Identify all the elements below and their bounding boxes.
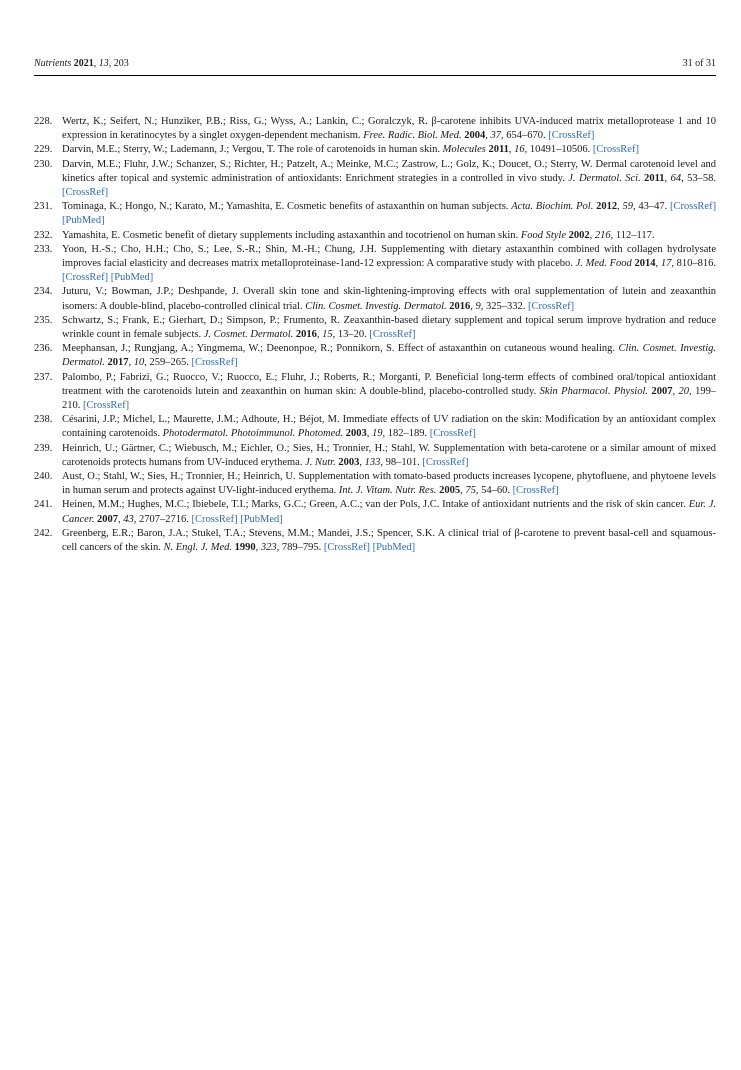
reference-number: 236. <box>34 343 53 355</box>
crossref-link[interactable]: [CrossRef] <box>592 144 639 156</box>
reference-year: 2004 <box>464 130 486 142</box>
crossref-link[interactable]: [CrossRef] <box>548 130 595 142</box>
reference-list <box>34 115 716 555</box>
crossref-link[interactable]: [CrossRef] <box>62 187 109 199</box>
header-rule <box>34 75 716 76</box>
reference-journal: Clin. Cosmet. Investig. Dermatol. <box>305 300 447 312</box>
reference-item: 234. Juturu, V.; Bowman, J.P.; Deshpande, J. Overall skin tone and skin-lightening-improving effects with oral supplementation of lutein and zeaxanthin isomers: A double-blind, placebo-controlled clinical trial. Clin. Cosmet. Investig. Dermatol. 2016, 9, 325–332. [CrossRef] <box>34 286 716 312</box>
reference-number: 239. <box>34 442 53 454</box>
reference-number: 233. <box>34 243 53 255</box>
reference-item: 237. Palombo, P.; Fabrizi, G.; Ruocco, V.; Ruocco, E.; Fluhr, J.; Roberts, R.; Morganti, P. Beneficial long-term effects of combined oral/topical antioxidant treatment with the carotenoids lutein and zeaxanthin on human skin: A double-blind, placebo-controlled study. Skin Pharmacol. Physiol. 2007, 20, 199–210. [CrossRef] <box>34 371 717 412</box>
reference-volume: 9 <box>475 300 481 312</box>
reference-text: Meephansan, J.; Rungjang, A.; Yingmema, W.; Deenonpoe, R.; Ponnikorn, S. Effect of astaxanthin on cutaneous wound healing. <box>62 343 616 355</box>
reference-journal: Clin. Cosmet. Investig. Dermatol. <box>62 343 717 369</box>
reference-journal: J. Dermatol. Sci. <box>568 172 641 184</box>
reference-volume: 37 <box>490 130 502 142</box>
crossref-link[interactable]: [CrossRef] <box>422 456 469 468</box>
journal-year: 2021 <box>73 58 94 69</box>
article-number: 203 <box>113 58 129 69</box>
pubmed-link[interactable]: [PubMed] <box>110 272 154 284</box>
reference-journal: Photodermatol. Photoimmunol. Photomed. <box>162 428 344 440</box>
reference-pages: 43–47. <box>638 201 668 213</box>
journal-citation: Nutrients 2021, 13, 203 <box>34 58 129 69</box>
reference-pages: 182–189. <box>387 428 428 440</box>
reference-year: 2003 <box>345 428 367 440</box>
reference-volume: 16 <box>514 144 525 156</box>
reference-journal: Eur. J. Cancer. <box>62 499 716 525</box>
crossref-link[interactable]: [CrossRef] <box>369 329 416 341</box>
crossref-link[interactable]: [CrossRef] <box>669 201 717 213</box>
reference-item: 231. Tominaga, K.; Hongo, N.; Karato, M.; Yamashita, E. Cosmetic benefits of astaxanthin on human subjects. Acta. Biochim. Pol. 2012, 59, 43–47. [CrossRef] [PubMed] <box>34 201 717 227</box>
journal-name: Nutrients <box>34 58 72 69</box>
reference-text: Tominaga, K.; Hongo, N.; Karato, M.; Yamashita, E. Cosmetic benefits of astaxanthin on human subjects. <box>62 201 509 213</box>
reference-year: 2012 <box>596 201 618 213</box>
crossref-link[interactable]: [CrossRef] <box>83 400 130 412</box>
reference-item: 239. Heinrich, U.; Gärtner, C.; Wiebusch, M.; Eichler, O.; Sies, H.; Tronnier, H.; Stahl, W. Supplementation with beta-carotene or a similar amount of mixed carotenoids protects humans from UV-induced erythema. J. Nutr. 2003, 133, 98–101. [CrossRef] <box>34 442 716 468</box>
reference-pages: 53–58. <box>687 172 717 184</box>
reference-year: 1990 <box>234 542 256 554</box>
reference-item: 240. Aust, O.; Stahl, W.; Sies, H.; Tronnier, H.; Heinrich, U. Supplementation with tomato-based products increases lycopene, phytofluene, and phytoene levels in human serum and protects against UV-light-induced erythema. Int. J. Vitam. Nutr. Res. 2005, 75, 54–60. [CrossRef] <box>34 471 716 497</box>
reference-number: 240. <box>34 471 53 483</box>
reference-number: 230. <box>34 158 53 170</box>
reference-item: 242. Greenberg, E.R.; Baron, J.A.; Stukel, T.A.; Stevens, M.M.; Mandei, J.S.; Spencer, S.K. A clinical trial of β-carotene to prevent basal-cell and squamous-cell cancers of the skin. N. Engl. J. Med. 1990, 323, 789–795. [CrossRef] [PubMed] <box>34 527 716 554</box>
reference-pages: 789–795. <box>281 542 322 554</box>
page-number: 31 of 31 <box>682 58 716 69</box>
reference-journal: Acta. Biochim. Pol. <box>511 201 594 213</box>
reference-number: 234. <box>34 286 53 298</box>
reference-pages: 10491–10506. <box>529 144 591 156</box>
reference-pages: 654–670. <box>506 130 546 142</box>
reference-journal: J. Med. Food <box>575 258 632 270</box>
reference-journal: N. Engl. J. Med. <box>163 542 232 554</box>
running-header <box>34 58 716 72</box>
reference-number: 241. <box>34 499 53 511</box>
crossref-link[interactable]: [CrossRef] <box>191 357 238 369</box>
reference-volume: 59 <box>622 201 633 213</box>
reference-year: 2016 <box>449 300 471 312</box>
crossref-link[interactable]: [CrossRef] <box>429 428 476 440</box>
reference-item: 230. Darvin, M.E.; Fluhr, J.W.; Schanzer, S.; Richter, H.; Patzelt, A.; Meinke, M.C.; Zastrow, L.; Golz, K.; Doucet, O.; Sterry, W. Dermal carotenoid level and kinetics after topical and systemic administration of antioxidants: Enrichment strategies in a controlled in vivo study. J. Dermatol. Sci. 2011, 64, 53–58. [CrossRef] <box>34 158 717 199</box>
reference-pages: 810–816. <box>676 258 717 270</box>
reference-volume: 75 <box>465 485 476 497</box>
reference-volume: 15 <box>322 329 333 341</box>
reference-year: 2002 <box>568 229 590 241</box>
reference-journal: Int. J. Vitam. Nutr. Res. <box>338 485 437 497</box>
reference-number: 232. <box>34 229 53 241</box>
reference-text: Darvin, M.E.; Fluhr, J.W.; Schanzer, S.; Richter, H.; Patzelt, A.; Meinke, M.C.; Zastrow, L.; Golz, K.; Doucet, O.; Sterry, W. Dermal carotenoid level and kinetics after topical and systemic administration of antioxidants: Enrichment strategies in a controlled in vivo study. <box>62 158 716 184</box>
reference-text: Aust, O.; Stahl, W.; Sies, H.; Tronnier, H.; Heinrich, U. Supplementation with tomato-based products increases lycopene, phytofluene, and phytoene levels in human serum and protects against UV-light-induced erythema. <box>62 471 716 497</box>
reference-item: 229. Darvin, M.E.; Sterry, W.; Lademann, J.; Vergou, T. The role of carotenoids in human skin. Molecules 2011, 16, 10491–10506. [CrossRef] <box>34 143 716 157</box>
reference-number: 235. <box>34 314 53 326</box>
reference-text: Yoon, H.-S.; Cho, H.H.; Cho, S.; Lee, S.-R.; Shin, M.-H.; Chung, J.H. Supplementing with dietary astaxanthin combined with collagen hydrolysate improves facial elasticity and decreases matrix metalloproteinase-1and-12 expression: A comparative study with placebo. <box>62 243 716 270</box>
reference-volume: 20 <box>678 385 689 397</box>
reference-text: Darvin, M.E.; Sterry, W.; Lademann, J.; Vergou, T. The role of carotenoids in human skin. <box>62 144 441 156</box>
reference-journal: Free. Radic. Biol. Med. <box>363 130 462 142</box>
journal-volume: 13 <box>98 58 109 69</box>
crossref-link[interactable]: [CrossRef] <box>62 272 109 284</box>
reference-number: 242. <box>34 527 53 539</box>
reference-pages: 259–265. <box>149 357 189 369</box>
reference-journal: J. Nutr. <box>305 456 336 468</box>
reference-text: Heinen, M.M.; Hughes, M.C.; Ibiebele, T.I.; Marks, G.C.; Green, A.C.; van der Pols, J.C. Intake of antioxidant nutrients and the risk of skin cancer. <box>62 499 686 511</box>
reference-year: 2007 <box>97 513 118 525</box>
reference-item: 236. Meephansan, J.; Rungjang, A.; Yingmema, W.; Deenonpoe, R.; Ponnikorn, S. Effect of astaxanthin on cutaneous wound healing. Clin. Cosmet. Investig. Dermatol. 2017, 10, 259–265. [CrossRef] <box>34 343 717 369</box>
reference-pages: 98–101. <box>385 456 420 468</box>
reference-text: Césarini, J.P.; Michel, L.; Maurette, J.M.; Adhoute, H.; Béjot, M. Immediate effects of UV radiation on the skin: Modification by an antioxidant complex containing carotenoids. <box>62 414 716 440</box>
reference-text: Schwartz, S.; Frank, E.; Gierhart, D.; Simpson, P.; Frumento, R. Zeaxanthin-based dietary supplement and topical serum improve hydration and reduce wrinkle count in female subjects. <box>62 314 716 341</box>
reference-item: 241. Heinen, M.M.; Hughes, M.C.; Ibiebele, T.I.; Marks, G.C.; Green, A.C.; van der Pols, J.C. Intake of antioxidant nutrients and the risk of skin cancer. Eur. J. Cancer. 2007, 43, 2707–2716. [CrossRef] [PubMed] <box>34 499 716 525</box>
reference-year: 2014 <box>634 258 656 270</box>
crossref-link[interactable]: [CrossRef] <box>191 513 238 525</box>
reference-year: 2011 <box>488 144 509 156</box>
reference-year: 2016 <box>295 329 317 341</box>
reference-number: 231. <box>34 201 53 213</box>
reference-year: 2017 <box>107 357 129 369</box>
reference-journal: Food Style <box>520 229 567 241</box>
reference-item: 228. Wertz, K.; Seifert, N.; Hunziker, P.B.; Riss, G.; Wyss, A.; Lankin, C.; Goralczyk, R. β-carotene inhibits UVA-induced matrix metalloprotease 1 and 10 expression in keratinocytes by a singlet oxygen-dependent mechanism. Free. Radic. Biol. Med. 2004, 37, 654–670. [CrossRef] <box>34 116 716 142</box>
reference-volume: 64 <box>670 172 682 184</box>
reference-volume: 216 <box>594 229 611 241</box>
reference-item: 232. Yamashita, E. Cosmetic benefit of dietary supplements including astaxanthin and tocotrienol on human skin. Food Style 2002, 216, 112–117. <box>34 229 716 243</box>
reference-pages: 325–332. <box>486 300 526 312</box>
reference-year: 2003 <box>338 456 360 468</box>
reference-text: Greenberg, E.R.; Baron, J.A.; Stukel, T.A.; Stevens, M.M.; Mandei, J.S.; Spencer, S.K. A clinical trial of β-carotene to prevent basal-cell and squamous-cell cancers of the skin. <box>62 527 716 554</box>
reference-text: Wertz, K.; Seifert, N.; Hunziker, P.B.; Riss, G.; Wyss, A.; Lankin, C.; Goralczyk, R. β-carotene inhibits UVA-induced matrix metalloprotease 1 and 10 expression in keratinocytes by a singlet oxygen-dependent mechanism. <box>62 116 716 142</box>
crossref-link[interactable]: [CrossRef] <box>512 485 559 497</box>
reference-volume: 10 <box>133 357 145 369</box>
reference-volume: 17 <box>660 258 672 270</box>
reference-pages: 54–60. <box>481 485 510 497</box>
reference-number: 229. <box>34 144 53 156</box>
reference-number: 238. <box>34 414 53 426</box>
reference-year: 2005 <box>439 485 461 497</box>
reference-year: 2011 <box>644 172 665 184</box>
reference-pages: 112–117. <box>615 229 655 241</box>
reference-volume: 133 <box>364 456 381 468</box>
crossref-link[interactable]: [CrossRef] <box>323 542 370 554</box>
reference-item: 233. Yoon, H.-S.; Cho, H.H.; Cho, S.; Lee, S.-R.; Shin, M.-H.; Chung, J.H. Supplementing with dietary astaxanthin combined with collagen hydrolysate improves facial elasticity and decreases matrix metalloproteinase-1and-12 expression: A comparative study with placebo. J. Med. Food 2014, 17, 810–816. [CrossRef] [PubMed] <box>34 243 717 284</box>
reference-pages: 2707–2716. <box>139 513 189 525</box>
reference-journal: Molecules <box>442 144 486 156</box>
reference-pages: 199–210. <box>62 385 717 412</box>
reference-text: Heinrich, U.; Gärtner, C.; Wiebusch, M.; Eichler, O.; Sies, H.; Tronnier, H.; Stahl, W. Supplementation with beta-carotene or a similar amount of mixed carotenoids protects humans from UV-induced erythema. <box>62 442 716 468</box>
reference-item: 235. Schwartz, S.; Frank, E.; Gierhart, D.; Simpson, P.; Frumento, R. Zeaxanthin-based dietary supplement and topical serum improve hydration and reduce wrinkle count in female subjects. J. Cosmet. Dermatol. 2016, 15, 13–20. [CrossRef] <box>34 314 716 341</box>
reference-journal: J. Cosmet. Dermatol. <box>203 329 294 341</box>
reference-text: Juturu, V.; Bowman, J.P.; Deshpande, J. Overall skin tone and skin-lightening-improving effects with oral supplementation of lutein and zeaxanthin isomers: A double-blind, placebo-controlled clinical trial. <box>62 286 716 312</box>
reference-volume: 19 <box>372 428 383 440</box>
reference-text: Palombo, P.; Fabrizi, G.; Ruocco, V.; Ruocco, E.; Fluhr, J.; Roberts, R.; Morganti, P. Beneficial long-term effects of combined oral/topical antioxidant treatment with the carotenoids lutein and zeaxanthin on human skin: A double-blind, placebo-controlled study. <box>62 371 716 397</box>
reference-journal: Skin Pharmacol. Physiol. <box>539 385 648 397</box>
reference-volume: 323 <box>260 542 277 554</box>
crossref-link[interactable]: [CrossRef] <box>528 300 575 312</box>
pubmed-link[interactable]: [PubMed] <box>372 542 416 554</box>
pubmed-link[interactable]: [PubMed] <box>62 215 105 227</box>
reference-pages: 13–20. <box>337 329 367 341</box>
reference-volume: 43 <box>123 513 134 525</box>
reference-number: 237. <box>34 371 53 383</box>
pubmed-link[interactable]: [PubMed] <box>240 513 283 525</box>
reference-number: 228. <box>34 116 53 127</box>
reference-item: 238. Césarini, J.P.; Michel, L.; Maurette, J.M.; Adhoute, H.; Béjot, M. Immediate effects of UV radiation on the skin: Modification by an antioxidant complex containing carotenoids. Photodermatol. Photoimmunol. Photomed. 2003, 19, 182–189. [CrossRef] <box>34 414 716 440</box>
reference-year: 2007 <box>651 385 673 397</box>
reference-text: Yamashita, E. Cosmetic benefit of dietary supplements including astaxanthin and tocotrienol on human skin. <box>62 229 519 241</box>
